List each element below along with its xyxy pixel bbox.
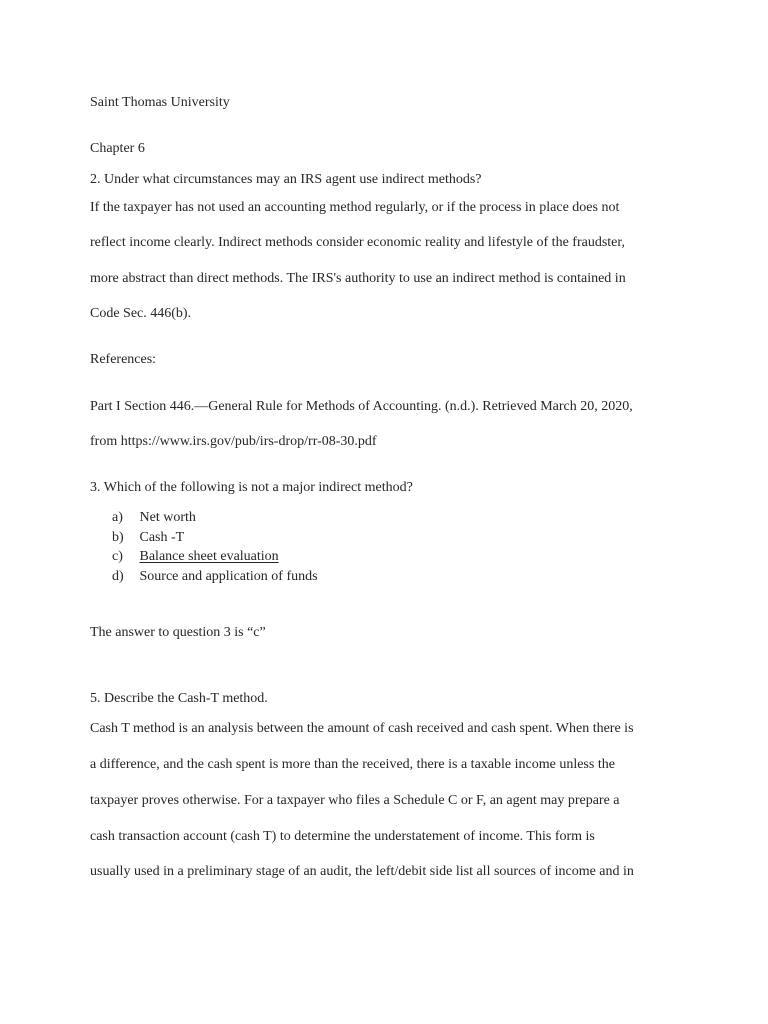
list-item xyxy=(112,567,318,587)
q5-answer-line-4: cash transaction account (cash T) to determine the understatement of income. This form is xyxy=(90,829,595,844)
reference-line-1: Part I Section 446.—General Rule for Methods of Accounting. (n.d.). Retrieved March 20, 2020, xyxy=(90,399,633,414)
option-text: Source and application of funds xyxy=(139,568,318,584)
q5-answer-line-3: taxpayer proves otherwise. For a taxpayer who files a Schedule C or F, an agent may prepare a xyxy=(90,793,620,808)
university-name: Saint Thomas University xyxy=(90,95,230,110)
option-text: Cash -T xyxy=(139,529,185,545)
question-3: 3. Which of the following is not a major indirect method? xyxy=(90,480,413,495)
option-text: Net worth xyxy=(139,510,196,525)
q2-answer-line-3: more abstract than direct methods. The IRS's authority to use an indirect method is contained in xyxy=(90,271,626,286)
references-heading: References: xyxy=(90,352,157,367)
options-list xyxy=(112,508,318,586)
q3-answer: The answer to question 3 is “c” xyxy=(90,625,266,640)
option-marker: b) xyxy=(112,529,124,545)
q5-answer-line-2: a difference, and the cash spent is more than the received, there is a taxable income unless the xyxy=(90,757,615,772)
option-marker: d) xyxy=(112,568,124,584)
list-item xyxy=(112,508,318,528)
q2-answer-line-1: If the taxpayer has not used an accounting method regularly, or if the process in place does not xyxy=(90,200,620,215)
list-item xyxy=(112,547,318,567)
q5-answer-line-5: usually used in a preliminary stage of an audit, the left/debit side list all sources of income and in xyxy=(90,864,634,879)
question-2: 2. Under what circumstances may an IRS agent use indirect methods? xyxy=(90,172,482,187)
q2-answer-line-2: reflect income clearly. Indirect methods consider economic reality and lifestyle of the fraudster, xyxy=(90,235,625,250)
option-marker: c) xyxy=(112,549,123,564)
list-item xyxy=(112,528,318,548)
option-text-underlined: Balance sheet evaluation xyxy=(139,549,279,564)
question-5: 5. Describe the Cash-T method. xyxy=(90,691,268,706)
chapter-heading: Chapter 6 xyxy=(90,141,145,156)
q2-answer-line-4: Code Sec. 446(b). xyxy=(90,306,192,321)
reference-line-2: from https://www.irs.gov/pub/irs-drop/rr-08-30.pdf xyxy=(90,434,377,449)
q5-answer-line-1: Cash T method is an analysis between the amount of cash received and cash spent. When there is xyxy=(90,721,634,736)
option-marker: a) xyxy=(112,510,123,525)
